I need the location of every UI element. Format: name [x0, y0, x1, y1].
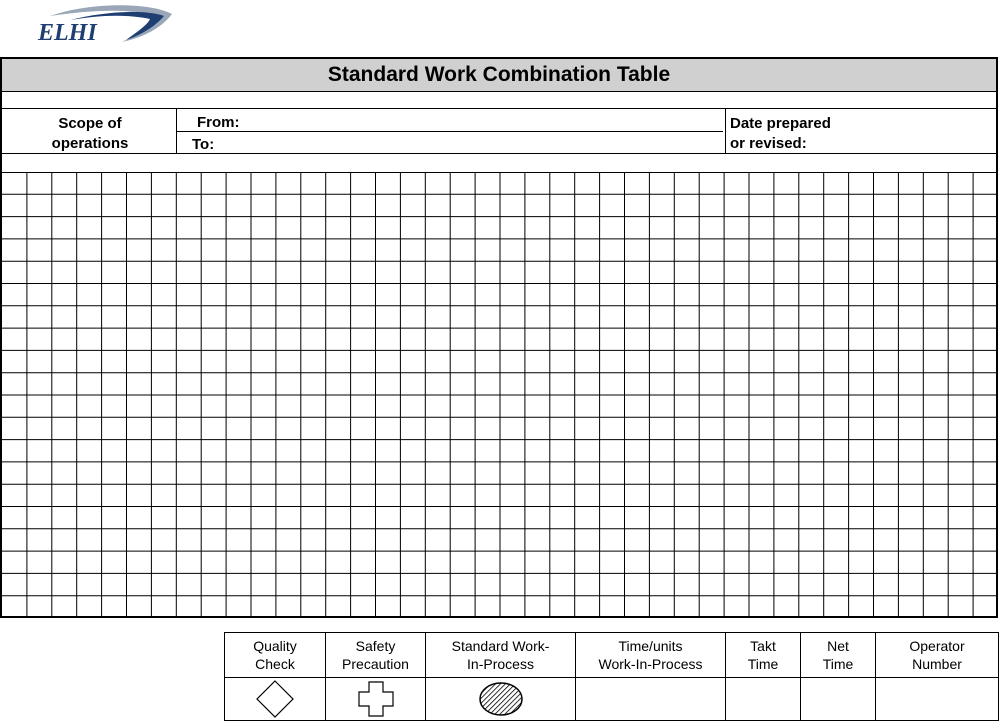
legend-table — [224, 632, 999, 721]
cross-icon — [356, 679, 396, 719]
hatched-circle-icon — [478, 681, 524, 717]
legend-safety-precaution: Safety Precaution — [326, 633, 426, 678]
safety-precaution-symbol-cell — [326, 678, 426, 721]
operator-number-value-cell — [876, 678, 999, 721]
legend-time-units-wip: Time/units Work-In-Process — [576, 633, 726, 678]
legend-standard-wip: Standard Work- In-Process — [426, 633, 576, 678]
legend-operator-number: Operator Number — [876, 633, 999, 678]
takt-time-value-cell — [726, 678, 801, 721]
elhi-logo — [30, 2, 180, 47]
logo-text: ELHI — [38, 20, 97, 46]
to-label: To: — [192, 136, 215, 153]
legend-net-time: Net Time — [801, 633, 876, 678]
legend-takt-time: Takt Time — [726, 633, 801, 678]
time-grid — [2, 172, 998, 618]
standard-wip-symbol-cell — [426, 678, 576, 721]
legend-quality-check: Quality Check — [225, 633, 326, 678]
from-label: From: — [197, 114, 240, 131]
divider — [2, 108, 996, 109]
diamond-icon — [255, 679, 295, 719]
work-combination-form — [0, 57, 998, 618]
divider — [177, 131, 723, 132]
form-title: Standard Work Combination Table — [2, 59, 996, 91]
divider — [725, 108, 726, 153]
date-label: Date prepared or revised: — [730, 115, 831, 152]
divider — [2, 91, 996, 92]
time-units-value-cell — [576, 678, 726, 721]
net-time-value-cell — [801, 678, 876, 721]
scope-label: Scope of operations — [51, 115, 129, 152]
quality-check-symbol-cell — [225, 678, 326, 721]
